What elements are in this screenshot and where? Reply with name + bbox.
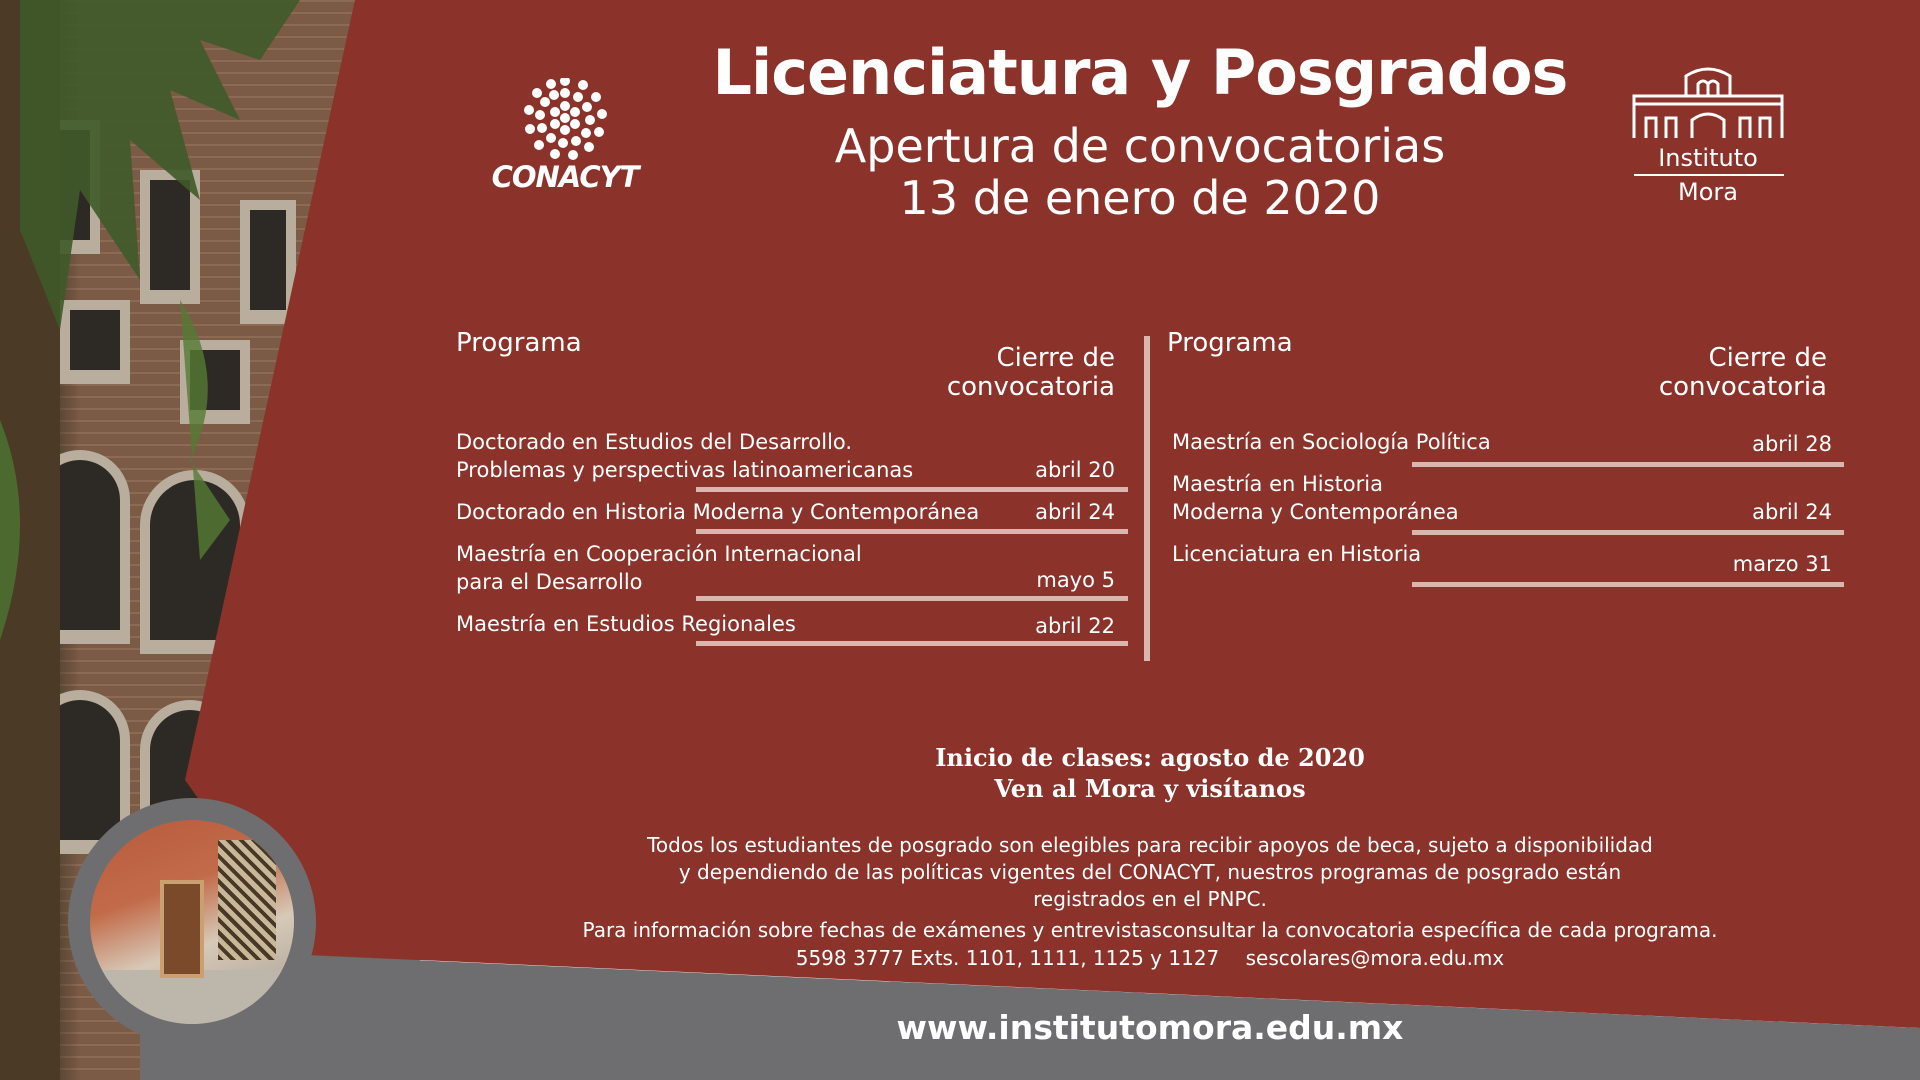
program-name-line: Licenciatura en Historia: [1172, 542, 1422, 566]
close-header-line-1: Cierre de: [1708, 343, 1827, 373]
note-line: Todos los estudiantes de posgrado son elegibles para recibir apoyos de beca, sujeto a disponibilidad: [647, 833, 1653, 857]
email-link[interactable]: sescolares@mora.edu.mx: [1245, 946, 1505, 970]
building-facade-icon: [1628, 62, 1788, 142]
phone-number: 5598 3777 Exts. 1101, 1111, 1125 y 1127: [795, 946, 1220, 970]
program-name-line: Doctorado en Historia Moderna y Contemporánea: [456, 500, 980, 524]
conacyt-logo: [490, 78, 640, 198]
left-rule-3: [696, 596, 1128, 601]
classes-start-block: [700, 742, 1600, 804]
website-link[interactable]: www.institutomora.edu.mx: [896, 1008, 1404, 1047]
visit-text: Ven al Mora y visítanos: [994, 774, 1306, 803]
scholarship-note: [540, 832, 1760, 944]
right-rule-3: [1412, 582, 1844, 587]
left-date-3: mayo 5: [1036, 568, 1115, 592]
program-name-line: Maestría en Sociología Política: [1172, 430, 1491, 454]
close-header-line-1: Cierre de: [996, 343, 1115, 373]
program-name-line: Problemas y perspectivas latinoamericanas: [456, 458, 914, 482]
classes-start-text: Inicio de clases: agosto de 2020: [935, 743, 1365, 772]
left-program-2: [456, 498, 979, 526]
note-line: Para información sobre fechas de exámenes y entrevistasconsultar la convocatoria específica de cada programa.: [582, 918, 1718, 942]
close-header-line-2: convocatoria: [946, 372, 1115, 402]
note-line: registrados en el PNPC.: [1033, 887, 1267, 911]
left-rule-2: [696, 529, 1128, 534]
program-name-line: Maestría en Estudios Regionales: [456, 612, 796, 636]
right-date-2: abril 24: [1752, 500, 1832, 524]
left-program-3: [456, 540, 862, 596]
mora-wordmark-2: Mora: [1678, 178, 1738, 206]
right-program-2: [1172, 470, 1459, 526]
left-rule-1: [696, 487, 1128, 492]
subtitle-line-2: 13 de enero de 2020: [899, 171, 1381, 225]
left-date-4: abril 22: [1035, 614, 1115, 638]
facade-photo: [90, 820, 294, 1024]
program-name-line: Moderna y Contemporánea: [1172, 500, 1459, 524]
conacyt-wordmark: CONACYT: [491, 160, 639, 194]
right-program-3: [1172, 540, 1421, 568]
program-name-line: para el Desarrollo: [456, 570, 643, 594]
left-program-1: [456, 428, 913, 484]
right-close-header: [1600, 344, 1827, 402]
right-date-1: abril 28: [1752, 432, 1832, 456]
contact-info: [540, 946, 1760, 970]
right-rule-1: [1412, 462, 1844, 467]
instituto-mora-logo: [1628, 62, 1788, 212]
left-close-header: [900, 344, 1115, 402]
left-program-header: Programa: [456, 328, 582, 358]
program-name-line: Maestría en Historia: [1172, 472, 1383, 496]
column-divider: [1144, 336, 1150, 661]
right-date-3: marzo 31: [1732, 552, 1832, 576]
lattice-window-shape: [218, 840, 276, 960]
left-program-4: [456, 610, 796, 638]
left-rule-4: [696, 641, 1128, 646]
conacyt-emblem-icon: [490, 78, 640, 160]
subtitle-line-1: Apertura de convocatorias: [834, 119, 1446, 173]
mora-rule: [1634, 174, 1784, 176]
right-program-header: Programa: [1167, 328, 1293, 358]
sidewalk-shape: [90, 970, 294, 1024]
program-name-line: Doctorado en Estudios del Desarrollo.: [456, 430, 853, 454]
mora-wordmark-1: Instituto: [1658, 144, 1758, 172]
left-date-1: abril 20: [1035, 458, 1115, 482]
program-name-line: Maestría en Cooperación Internacional: [456, 542, 862, 566]
right-program-1: [1172, 428, 1491, 456]
page-subtitle: [740, 120, 1540, 224]
page-title: Licenciatura y Posgrados: [712, 36, 1568, 109]
door-shape: [160, 880, 204, 978]
left-date-2: abril 24: [1035, 500, 1115, 524]
close-header-line-2: convocatoria: [1658, 372, 1827, 402]
right-rule-2: [1412, 530, 1844, 535]
note-line: y dependiendo de las políticas vigentes del CONACYT, nuestros programas de posgrado están: [678, 860, 1622, 884]
